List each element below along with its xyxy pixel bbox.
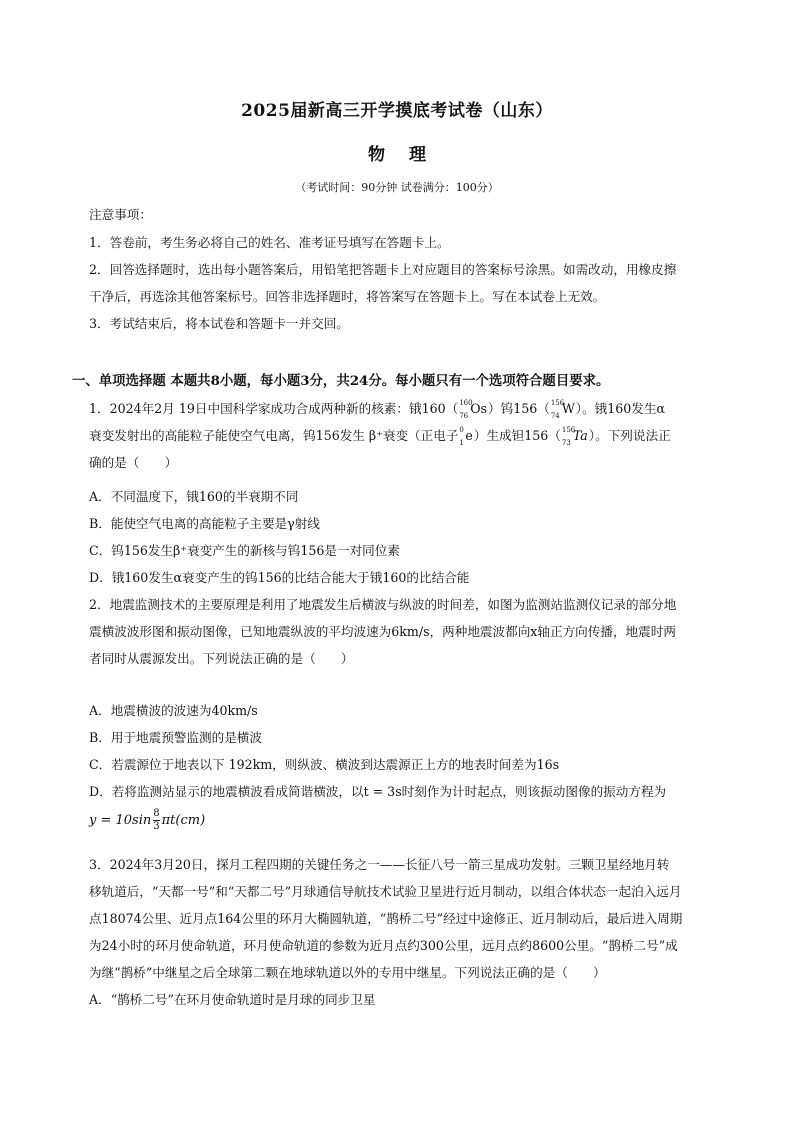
atomic-number: 74	[550, 412, 560, 420]
note-item: 干净后，再选涂其他答案标号。回答非选择题时，将答案写在答题卡上。写在本试卷上无效。	[89, 289, 606, 304]
q2-line: 者同时从震源发出。下列说法正确的是（ ）	[89, 651, 354, 666]
q1-option-b: B．能使空气电离的高能粒子主要是γ射线	[89, 516, 320, 531]
fraction	[153, 808, 159, 833]
q2-option-a: A．地震横波的波速为40km/s	[89, 703, 258, 718]
note-item: 2．回答选择题时，选出每小题答案后，用铅笔把答题卡上对应题目的答案标号涂黑。如需改动，用橡皮擦	[89, 262, 677, 277]
exam-info: （考试时间：90分钟 试卷满分：100分）	[295, 181, 499, 194]
mass-number: 160	[459, 399, 473, 407]
q1-line1	[89, 400, 725, 418]
vibration-equation	[89, 808, 205, 848]
element-symbol: W	[561, 401, 575, 416]
element-symbol: Ta	[572, 428, 588, 443]
fraction-denominator: 3	[153, 821, 160, 832]
q1-option-d: D．锇160发生α衰变产生的钨156的比结合能大于锇160的比结合能	[89, 570, 470, 585]
q3-line: 3．2024年3月20日，探月工程四期的关键任务之一——长征八号一箭三星成功发射。三颗卫星经地月转	[89, 857, 670, 872]
q1-text: ）。下列说法正	[588, 428, 671, 443]
nuclide-w	[551, 400, 575, 418]
q1-text: ）。锇160发生α	[575, 401, 666, 416]
q3-line: 为继“鹊桥”中继星之后全球第二颗在地球轨道以外的专用中继星。下列说法正确的是（ ）	[89, 965, 606, 980]
section-heading: 一、单项选择题 本题共8小题，每小题3分，共24分。每小题只有一个选项符合题目要求。	[72, 373, 610, 389]
q1-text: 1．2024年2月 19日中国科学家成功合成两种新的核素：锇160（	[89, 401, 459, 416]
nuclide-os	[459, 400, 487, 418]
q1-line3: 确的是（ ）	[89, 455, 178, 470]
q1-option-c: C．钨156发生β⁺衰变产生的新核与钨156是一对同位素	[89, 543, 400, 558]
mass-number: 156	[550, 399, 565, 407]
q1-text: ）钨156（	[488, 401, 550, 416]
note-item: 3．考试结束后，将本试卷和答题卡一并交回。	[89, 316, 349, 331]
nuclide-ta	[562, 427, 588, 445]
formula-lhs: y = 10sin	[89, 813, 152, 828]
atomic-number: 76	[459, 412, 469, 420]
q1-text: ）生成钽156（	[473, 428, 561, 443]
q1-text: 衰变发射出的高能粒子能使空气电离，钨156发生 β⁺衰变（正电子	[89, 428, 459, 443]
q2-line: 2．地震监测技术的主要原理是利用了地震发生后横波与纵波的时间差，如图为监测站监测仪记录的部分地	[89, 597, 677, 612]
q3-line: 为24小时的环月使命轨道，环月使命轨道的参数为近月点约300公里，远月点约8600公里。“鹊桥二号”成	[89, 938, 678, 953]
exam-title: 2025届新高三开学摸底考试卷（山东）	[241, 101, 553, 121]
mass-number: 0	[459, 426, 464, 434]
atomic-number: 73	[561, 439, 571, 447]
subject-title: 物理	[368, 145, 450, 165]
mass-number: 156	[561, 426, 576, 434]
element-symbol: e	[465, 428, 473, 443]
q2-option-b: B．用于地震预警监测的是横波	[89, 730, 262, 745]
q1-option-a: A．不同温度下，锇160的半衰期不同	[89, 489, 299, 504]
atomic-number: 1	[459, 439, 464, 447]
nuclide-positron	[459, 427, 472, 445]
element-symbol: Os	[470, 401, 488, 416]
q1-line2	[89, 427, 725, 445]
q2-option-c: C．若震源位于地表以下 192km，则纵波、横波到达震源正上方的地表时间差为16s	[89, 757, 560, 772]
note-item: 1．答卷前，考生务必将自己的姓名、准考证号填写在答题卡上。	[89, 235, 450, 250]
q3-option-a: A．“鹊桥二号”在环月使命轨道时是月球的同步卫星	[89, 992, 376, 1007]
fraction-numerator: 8	[153, 808, 160, 819]
q3-line: 移轨道后，“天都一号”和“天都二号”月球通信导航技术试验卫星进行近月制动，以组合体状态一起泊入远月	[89, 884, 682, 899]
q2-line: 震横波波形图和振动图像，已知地震纵波的平均波速为6km/s，两种地震波都向x轴正方向传播，地震时两	[89, 624, 676, 639]
notes-heading: 注意事项：	[89, 207, 152, 222]
q2-option-d: D．若将监测站显示的地震横波看成简谐横波，以t = 3s时刻作为计时起点，则该振动图像的振动方程为	[89, 784, 667, 799]
q3-line: 点18074公里、近月点164公里的环月大椭圆轨道，“鹊桥二号”经过中途修正、近月制动后，最后进入周期	[89, 911, 683, 926]
formula-rhs: πt(cm)	[161, 813, 206, 828]
